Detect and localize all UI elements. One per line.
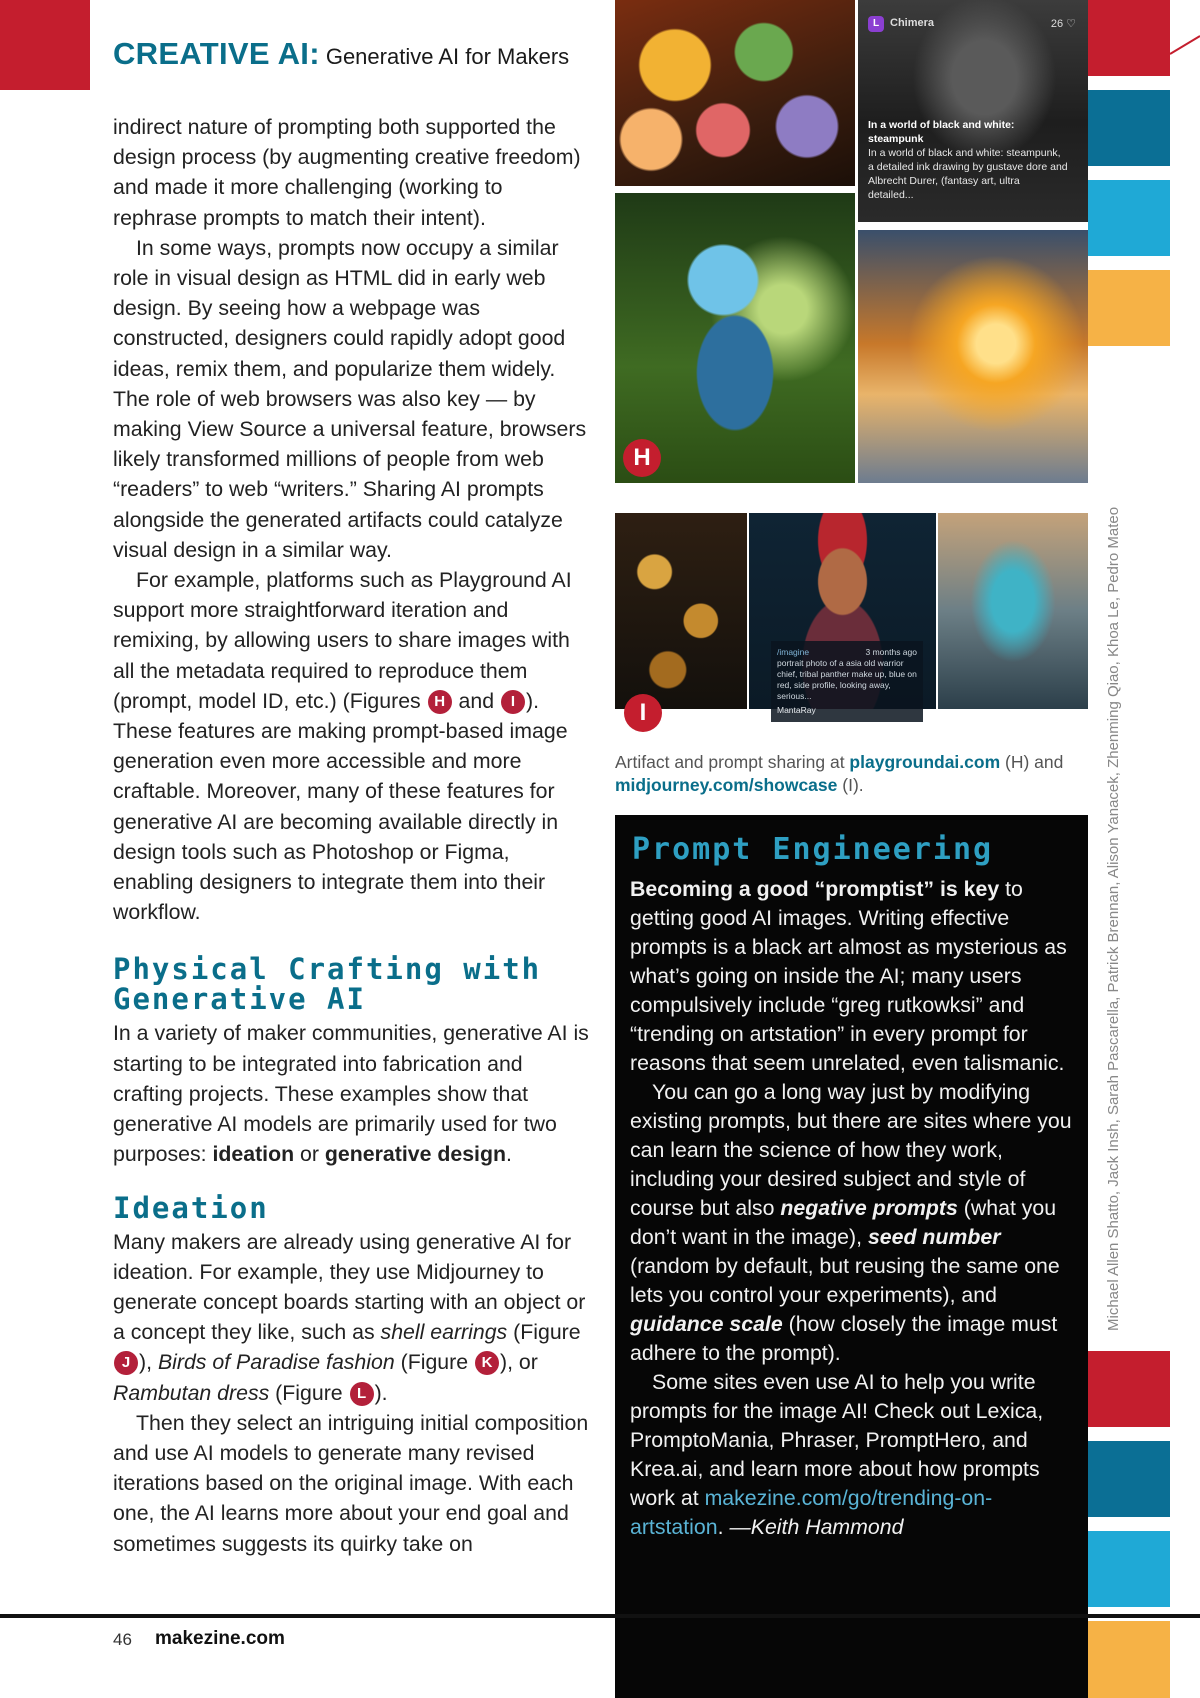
- text-run: ),: [139, 1350, 158, 1375]
- chief-prompt-text: portrait photo of a asia old warrior chief, tribal panther make up, blue on red, side profile, looking away, serious...: [777, 658, 917, 701]
- owls-image: [615, 0, 855, 186]
- header-title-strong: CREATIVE AI:: [113, 36, 320, 71]
- figure-badge-l: L: [350, 1382, 374, 1406]
- trending-link[interactable]: makezine.com/go/trending-on-artstation: [630, 1486, 993, 1539]
- red-corner-block: [0, 0, 90, 90]
- text-run: .: [717, 1515, 730, 1539]
- text-run: (how closely the image must adhere to the prompt).: [630, 1312, 1058, 1365]
- castle-prompt-text: In a world of black and white: steampunk, a detailed ink drawing by gustave dore and Albrecht Durer, (fantasy art, ultra detailed...: [868, 147, 1068, 201]
- footer-site-link[interactable]: makezine.com: [155, 1628, 285, 1649]
- chimera-name: Chimera: [890, 17, 935, 29]
- color-tab-cyan-lower: [1088, 1531, 1170, 1607]
- color-tab-blue-lower: [1088, 1441, 1170, 1517]
- text-run: Artifact and prompt sharing at: [615, 752, 850, 772]
- then-paragraph: Then they select an intriguing initial composition and use AI models to generate many revised iterations based on the original image. With each one, the AI learns more about your end goal and sometimes suggests its quirky take on: [113, 1410, 589, 1556]
- sidebar-paragraph-2: [630, 1078, 1080, 1368]
- chief-prompt-box: [771, 641, 923, 722]
- bold-generative-design: generative design: [324, 1142, 506, 1167]
- text-run: (H) and: [1000, 752, 1064, 772]
- sidebar-bold-lead: Becoming a good “promptist” is key: [630, 877, 1000, 901]
- text-run: and: [452, 688, 500, 713]
- example-paragraph: [113, 565, 591, 927]
- figure-badge-h: H: [428, 690, 452, 714]
- text-run: or: [513, 1350, 538, 1375]
- text-run: In a variety of maker communities, generative AI is starting to be integrated into fabrication and crafting projects. These examples show that generative AI models are primarily used for two purposes:: [113, 1021, 589, 1167]
- playgroundai-link[interactable]: playgroundai.com: [849, 752, 1001, 772]
- photo-credits: [1104, 415, 1124, 1331]
- text-run: or: [294, 1142, 325, 1167]
- color-tab-cyan: [1088, 180, 1170, 256]
- page-header: [113, 36, 613, 76]
- corner-line-icon: [1170, 0, 1200, 90]
- text-run: (Figure: [394, 1350, 474, 1375]
- color-tab-yellow: [1088, 270, 1170, 346]
- text-run: ). These features are making prompt-based image generation even more accessible and more craftable. Moreover, many of these features for generative AI are becoming available directly in design tools such as Photoshop or Figma, enabling designers to integrate them into their workflow.: [113, 688, 568, 925]
- chimera-chip: L: [868, 16, 884, 32]
- italic-birds-of-paradise: Birds of Paradise fashion: [157, 1350, 395, 1375]
- chief-user: MantaRay: [777, 705, 816, 715]
- sidebar-body: [630, 875, 1080, 1542]
- figure-label-h: H: [623, 439, 661, 477]
- footer-rule: [0, 1614, 1200, 1618]
- text-run: (Figure: [269, 1380, 349, 1405]
- page-number: 46: [113, 1630, 132, 1649]
- chief-prompt-header: [777, 647, 917, 658]
- color-tab-red-lower: [1088, 1351, 1170, 1427]
- spacer: [113, 1170, 591, 1193]
- text-run: (Figure: [507, 1320, 581, 1345]
- sidebar-seed-number: seed number: [867, 1225, 1001, 1249]
- physical-paragraph: [113, 1018, 591, 1169]
- color-tab-blue: [1088, 90, 1170, 166]
- steampunk-castle-image: [858, 0, 1088, 222]
- text-run: Many makers are already using generative AI for ideation. For example, they use Midjourney to generate concept boards starting with an object or a concept they like, such as: [113, 1229, 586, 1345]
- color-tab-red: [1088, 0, 1170, 76]
- midjourney-link[interactable]: midjourney.com/showcase: [615, 775, 838, 795]
- spacer: [113, 927, 591, 954]
- text-run: ).: [374, 1380, 388, 1405]
- figure-label-i: I: [624, 694, 662, 732]
- text-run: You can go a long way just by modifying existing prompts, but there are sites where you can learn the science of how they work, including your desired subject and style of course but also: [630, 1080, 1072, 1220]
- heading-physical-crafting: Physical Crafting with Generative AI: [113, 952, 542, 1017]
- sidebar-paragraph-1: [630, 875, 1080, 1078]
- sunset-clouds-image: [858, 230, 1088, 483]
- header-title-rest: Generative AI for Makers: [325, 44, 570, 69]
- italic-shell-earrings: shell earrings: [380, 1320, 508, 1345]
- warrior-chief-image: [749, 513, 936, 715]
- ideation-paragraph: [113, 1227, 591, 1408]
- text-run: to getting good AI images. Writing effective prompts is a black art almost as mysterious as what’s going on inside the AI; many users compulsively include “greg rutkowksi” and “trending on artstation” in every prompt for reasons that seem unrelated, even talismanic.: [630, 877, 1067, 1075]
- text-run: (what you don’t want in the image),: [630, 1196, 1057, 1249]
- html-paragraph: In some ways, prompts now occupy a similar role in visual design as HTML did in early web design. By seeing how a webpage was constructed, designers could rapidly adopt good ideas, remix them, and popularize them widely. The role of web browsers was also key — by making View Source a universal feature, browsers likely transformed millions of people from web “readers” to web “writers.” Sharing AI prompts alongside the generated artifacts could catalyze visual design in a similar way.: [113, 235, 587, 562]
- bold-ideation: ideation: [212, 1142, 295, 1167]
- chief-time: 3 months ago: [865, 647, 917, 657]
- sidebar-negative-prompts: negative prompts: [780, 1196, 958, 1220]
- heading-ideation: Ideation: [113, 1190, 269, 1225]
- italic-rambutan-dress: Rambutan dress: [113, 1380, 270, 1405]
- intro-paragraph: indirect nature of prompting both supported the design process (by augmenting creative freedom) and made it more challenging (working to rephrase prompts to match their intent).: [113, 115, 581, 230]
- sidebar-signature: —Keith Hammond: [729, 1515, 904, 1539]
- text-run: (I).: [837, 775, 864, 795]
- glass-tower-image: [938, 513, 1088, 709]
- left-column: [113, 112, 591, 1559]
- figure-caption: [615, 751, 1093, 797]
- castle-prompt-title: In a world of black and white: steampunk: [868, 119, 1015, 145]
- sidebar-paragraph-3: [630, 1368, 1080, 1542]
- color-tab-yellow-lower: [1088, 1621, 1170, 1698]
- figure-badge-k: K: [475, 1351, 499, 1375]
- figure-badge-j: J: [114, 1351, 138, 1375]
- castle-prompt: [868, 118, 1068, 202]
- sidebar-title: Prompt Engineering: [632, 832, 994, 867]
- text-run: For example, platforms such as Playground AI support more straightforward iteration and remixing, by allowing users to share images with all the metadata required to reproduce them (prompt, model ID, etc.) (Figures: [113, 568, 572, 713]
- sidebar-guidance-scale: guidance scale: [630, 1312, 783, 1336]
- likes-count: 26 ♡: [1050, 18, 1076, 30]
- ornate-gold-image: [615, 513, 747, 726]
- text-run: ),: [500, 1350, 514, 1375]
- text-run: (random by default, but reusing the same one lets you control your experiments), and: [630, 1254, 1060, 1307]
- photo-credits-text: Michael Allen Shatto, Jack Insh, Sarah Pascarella, Patrick Brennan, Alison Yanacek, Zhenming Qiao, Khoa Le, Pedro Mateo: [1105, 506, 1122, 1331]
- chief-command: /imagine: [777, 647, 810, 657]
- text-run: Some sites even use AI to help you write prompts for the image AI! Check out Lexica, PromptoMania, Phraser, PromptHero, and Krea.ai, and learn more about how prompts work at: [630, 1370, 1044, 1510]
- blue-fox-image: [615, 193, 855, 483]
- figure-badge-i: I: [501, 690, 525, 714]
- text-run: .: [505, 1142, 512, 1167]
